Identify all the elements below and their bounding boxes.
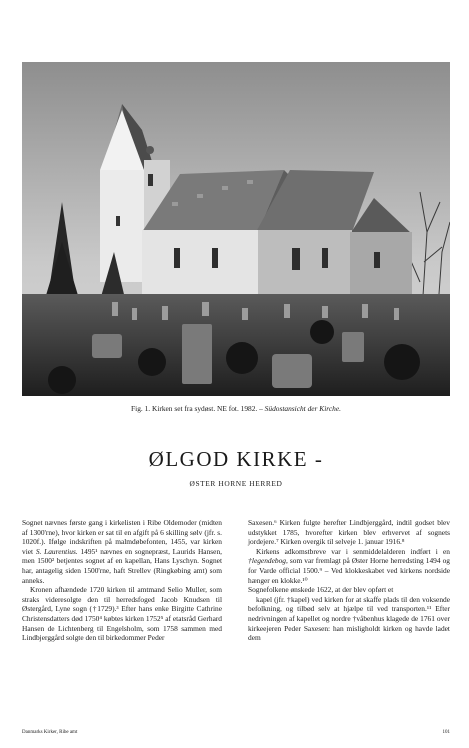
paragraph-sognet (22, 518, 222, 585)
footer-book-title: Danmarks Kirker, Ribe amt (22, 730, 78, 735)
paragraph-sognefolkene: Sognefolkene ønskede 1622, at der blev opført et (248, 585, 394, 595)
paragraph-text: Sognet nævnes første gang i kirkelisten i Ribe Oldemoder (midten af 1300'rne), hvor kirken er sat til en afgift på 6 skilling sølv (jfr. s. 1020f.). Ifølge indskriften på malmdøbefonten, 1455, var kirken viet (22, 518, 222, 556)
footer-page-number: 101 (442, 730, 450, 735)
left-text-column (22, 518, 222, 643)
paragraph-kronen: Kronen afhændede 1720 kirken til amtmand Selio Muller, som straks videresolgte den til herredsfoged Jacob Knudsen til Østergård, Lyne sogn (†1729).³ Efter hans enke Birgitte Cathrine Christensdatters død 1750⁴ købtes kirken 1752⁵ af etatsråd Gerhard Hansen de Lichtenberg til Engelsholm, som 1758 sammen med Lindbjerggård solgte den til birkedommer Peder (22, 585, 222, 643)
figure-caption (22, 404, 450, 413)
page-title: ØLGOD KIRKE - (148, 447, 324, 471)
italic-saint-name: S. Laurentius. (35, 546, 78, 556)
right-text-column (248, 518, 450, 643)
italic-legendebog: †legendebog, (248, 556, 288, 566)
paragraph-saxesen: Saxesen.⁶ Kirken fulgte herefter Lindbjerggård, indtil godset blev udstykket 1785, hvorefter kirken blev erhvervet af sognets jordejere.⁷ Kirken overgik til selveje 1. januar 1916.⁸ (248, 518, 450, 547)
paragraph-text: Kirkens adkomstbreve var i senmiddelalderen indført i en (256, 546, 450, 556)
caption-italic-text: Südostansicht der Kirche. (264, 404, 341, 413)
caption-text: Fig. 1. Kirken set fra sydøst. NE fot. 1982. – (131, 404, 265, 413)
church-photo-drawing (22, 62, 450, 396)
page-subtitle: ØSTER HORNE HERRED (189, 479, 283, 488)
paragraph-kapel: kapel (jfr. †kapel) ved kirken for at skaffe plads til den voksende befolkning, og tilbød selv at hjælpe til ved transporten.¹¹ Efter nedrivningen af kapellet og nordre †våbenhus klagede de 1761 over kirkeejeren Peder Saxesen: han misligholdt kirken og havde ladet dem (248, 594, 450, 643)
paragraph-adkomstbreve (248, 547, 450, 585)
paragraph-text: 1495¹ nævnes en sognepræst, Laurids Hansen, men 1500² betjentes sognet af en kapellan, Hans Lyschyn. Sognet har, antagelig siden 1500'rne, haft Strellev (Ringkøbing amt) som anneks. (22, 546, 222, 585)
paragraph-text: som var fremlagt på Øster Horne herredsting 1494 og for Varde official 1500.⁹ – Ved klokkeskabet ved kirkens nordside hænger en klokke.¹⁰ (248, 556, 451, 585)
church-photograph (22, 62, 450, 396)
